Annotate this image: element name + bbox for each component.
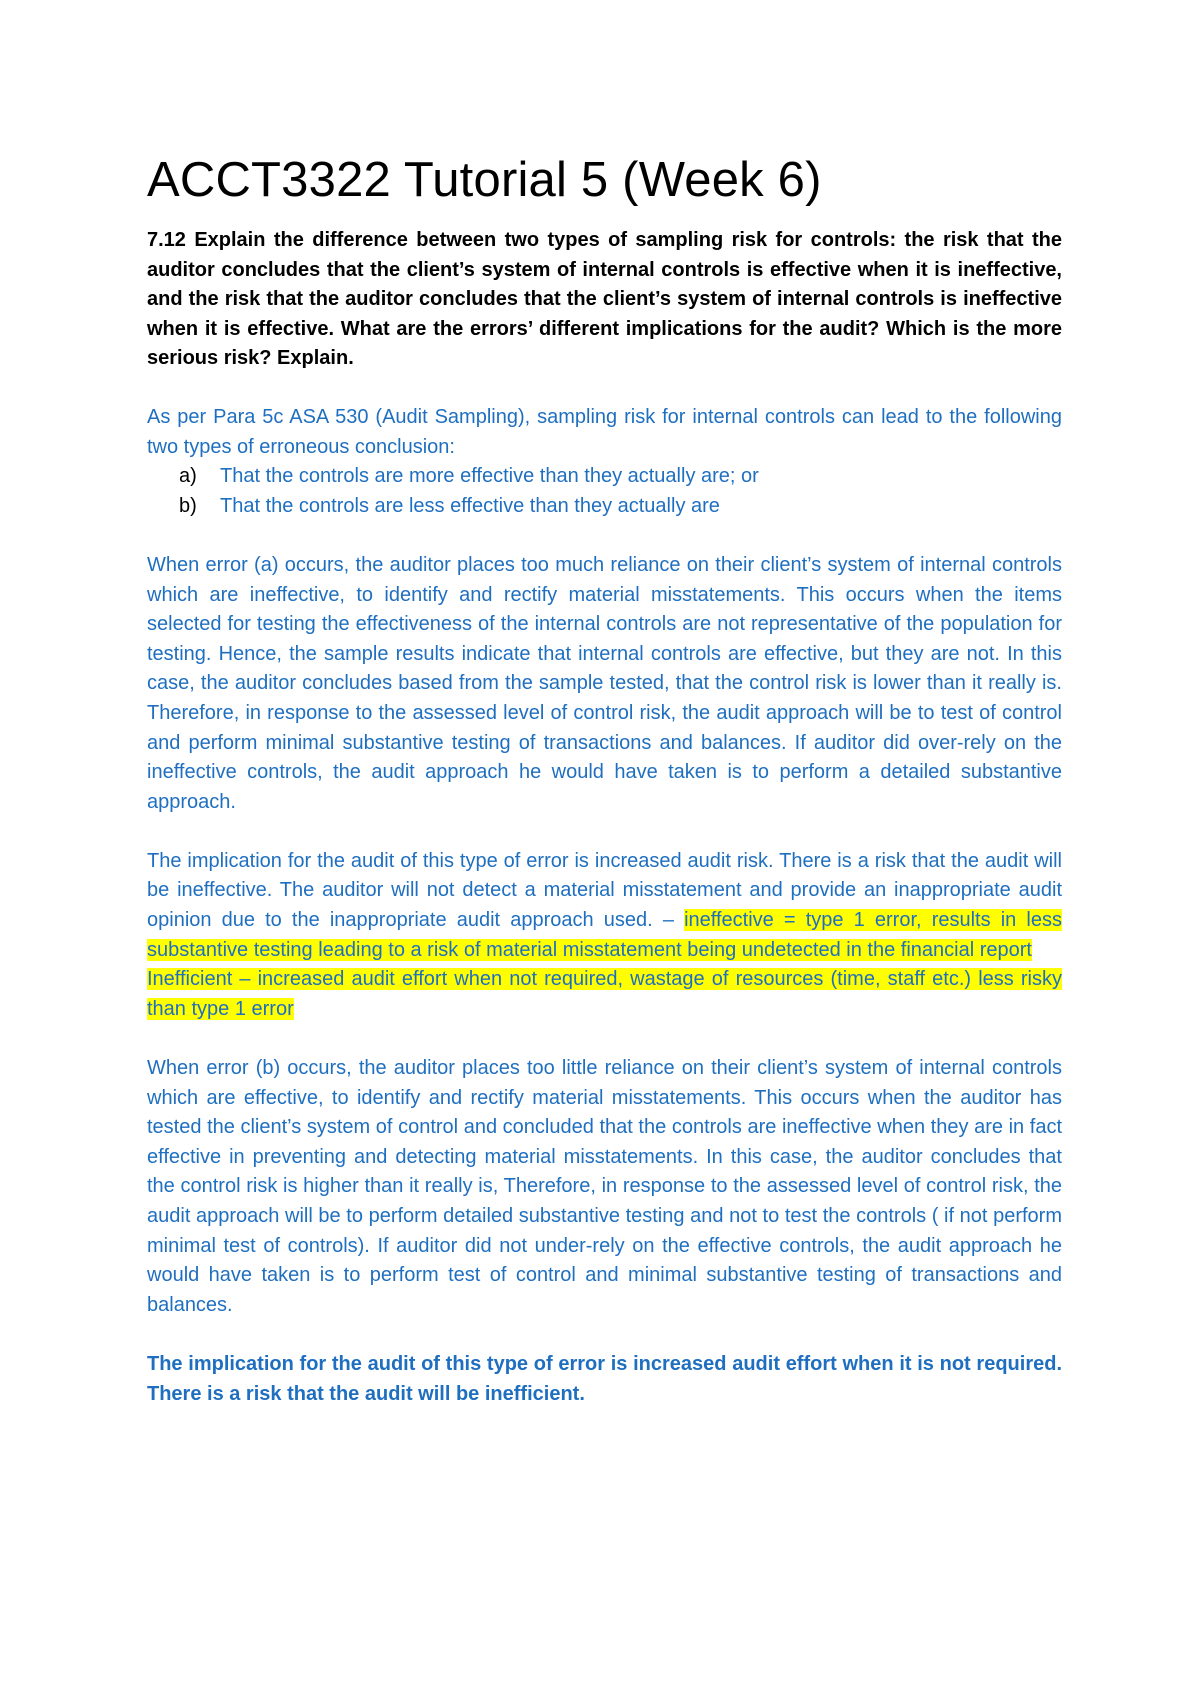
spacer [147, 1320, 1062, 1350]
spacer [147, 521, 1062, 551]
inefficient-note-paragraph [147, 965, 1062, 1024]
question-paragraph: 7.12 Explain the difference between two types of sampling risk for controls: the risk that the auditor concludes that the client’s system of internal controls is effective when it is ineffective, and the risk that the auditor concludes that the client’s system of internal controls is ineffective when it is effective. What are the errors’ different implications for the audit? Which is the more serious risk? Explain. [147, 229, 1062, 370]
intro-paragraph: As per Para 5c ASA 530 (Audit Sampling), sampling risk for internal controls can lead to the following two types of erroneous conclusion: [147, 405, 1062, 458]
implication-a-paragraph [147, 847, 1062, 965]
list-marker: b) [179, 494, 197, 517]
spacer [147, 1024, 1062, 1054]
implication-a-text: The implication for the audit of this type of error is increased audit risk. There is a risk that the audit will be ineffective. The auditor will not detect a material misstatement and provide an inappropriate audit opinion due to the inappropriate audit approach used. – [147, 849, 1062, 932]
error-types-list [147, 462, 1062, 521]
highlighted-note-inefficient: Inefficient – increased audit effort when not required, wastage of resources (time, staff etc.) less risky than type 1 error [147, 968, 1062, 1020]
implication-b-paragraph: The implication for the audit of this type of error is increased audit effort when it is not required. There is a risk that the audit will be inefficient. [147, 1352, 1062, 1405]
list-item [147, 492, 1062, 522]
list-item-text: That the controls are more effective than they actually are; or [220, 465, 759, 488]
document-page [147, 148, 1062, 1409]
list-marker: a) [179, 465, 197, 488]
error-b-paragraph: When error (b) occurs, the auditor places too little reliance on their client’s system of internal controls which are effective, to identify and rectify material misstatements. This occurs when the auditor has tested the client’s system of control and concluded that the controls are ineffective when they are in fact effective in preventing and detecting material misstatements. In this case, the auditor concludes that the control risk is higher than it really is, Therefore, in response to the assessed level of control risk, the audit approach will be to perform detailed substantive testing and not to test the controls ( if not perform minimal test of controls). If auditor did not under-rely on the effective controls, the audit approach he would have taken is to perform test of control and minimal substantive testing of transactions and balances. [147, 1057, 1062, 1316]
page-title: ACCT3322 Tutorial 5 (Week 6) [147, 153, 822, 207]
list-item [147, 462, 1062, 492]
error-a-paragraph: When error (a) occurs, the auditor places too much reliance on their client’s system of internal controls which are ineffective, to identify and rectify material misstatements. This occurs when the items selected for testing the effectiveness of the internal controls are not representative of the population for testing. Hence, the sample results indicate that internal controls are effective, but they are not. In this case, the auditor concludes based from the sample tested, that the control risk is lower than it really is. Therefore, in response to the assessed level of control risk, the audit approach will be to test of control and perform minimal substantive testing of transactions and balances. If auditor did over-rely on the ineffective controls, the audit approach he would have taken is to perform a detailed substantive approach. [147, 553, 1062, 813]
spacer [147, 817, 1062, 847]
list-item-text: That the controls are less effective than they actually are [220, 494, 720, 517]
highlighted-note-ineffective: ineffective = type 1 error, results in less substantive testing leading to a risk of material misstatement being undetected in the financial report [147, 909, 1062, 961]
